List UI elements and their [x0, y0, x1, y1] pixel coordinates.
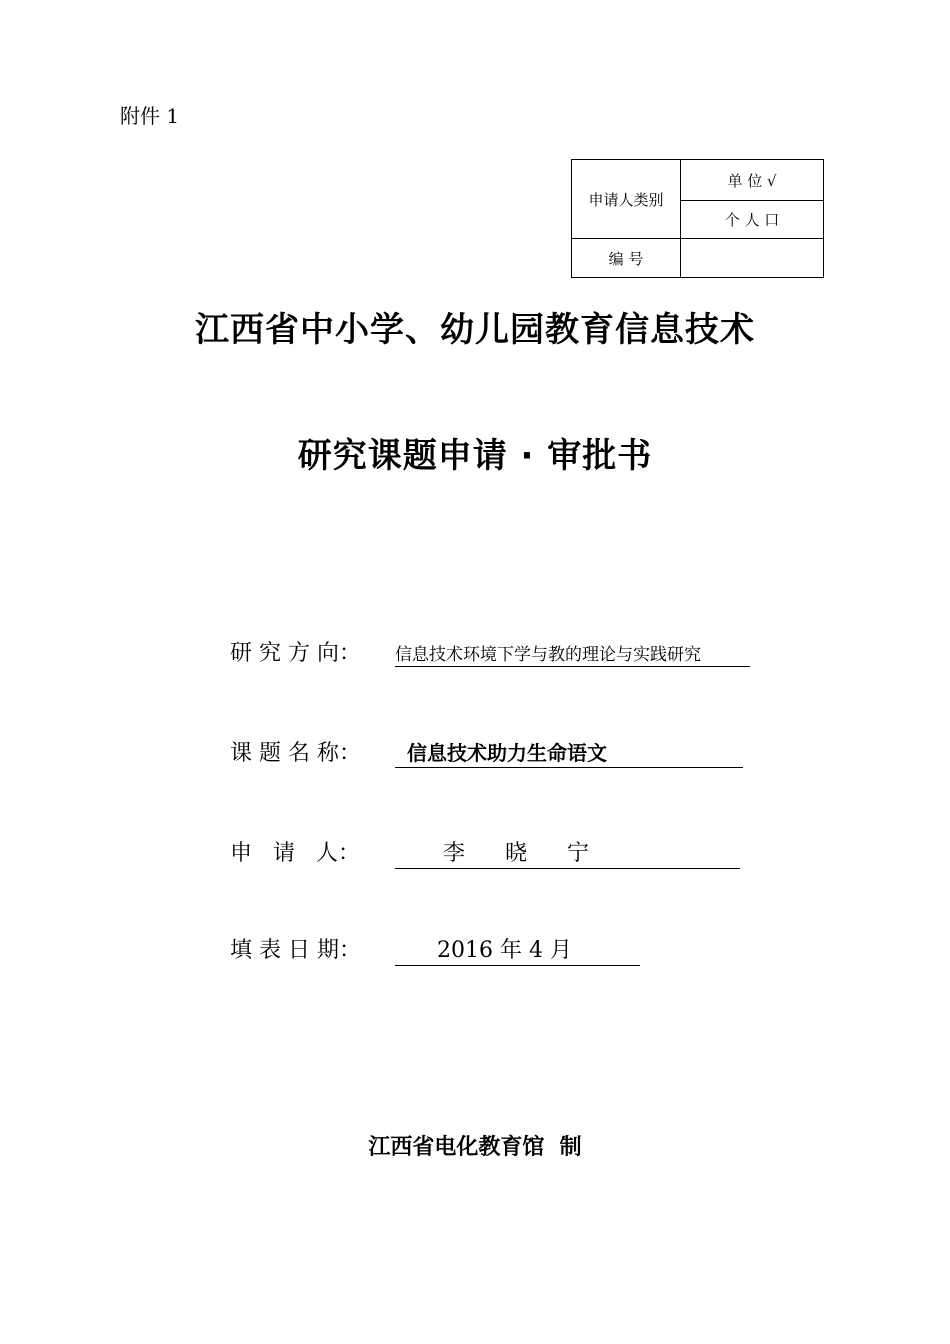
field-fill-date [230, 933, 640, 966]
field-research-direction [230, 636, 750, 667]
field-topic-name [230, 736, 743, 768]
research-direction-value: 信息技术环境下学与教的理论与实践研究 [395, 640, 750, 667]
research-direction-label: 研 究 方 向： [230, 641, 361, 666]
number-value [681, 239, 824, 278]
applicant-type-label: 申请人类别 [572, 160, 681, 239]
option-individual: 个 人 口 [681, 201, 824, 239]
applicant-value: 李晓宁 [395, 836, 740, 869]
attachment-label: 附件 1 [120, 104, 180, 128]
fill-date-value: 2016 年 4 月 [395, 933, 640, 966]
number-label: 编 号 [572, 239, 681, 278]
document-title-line1: 江西省中小学、幼儿园教育信息技术 [195, 310, 755, 350]
fill-date-label: 填 表 日 期： [230, 938, 361, 963]
option-unit: 单 位 √ [681, 160, 824, 201]
field-applicant [230, 836, 740, 869]
topic-name-label: 课 题 名 称： [230, 741, 361, 766]
issuer-footer: 江西省电化教育馆 制 [368, 1135, 582, 1160]
applicant-meta-table [571, 159, 824, 278]
document-title-line2: 研究课题申请 · 审批书 [297, 436, 653, 476]
applicant-label: 申 请 人： [230, 841, 360, 866]
topic-name-value: 信息技术助力生命语文 [395, 737, 743, 768]
